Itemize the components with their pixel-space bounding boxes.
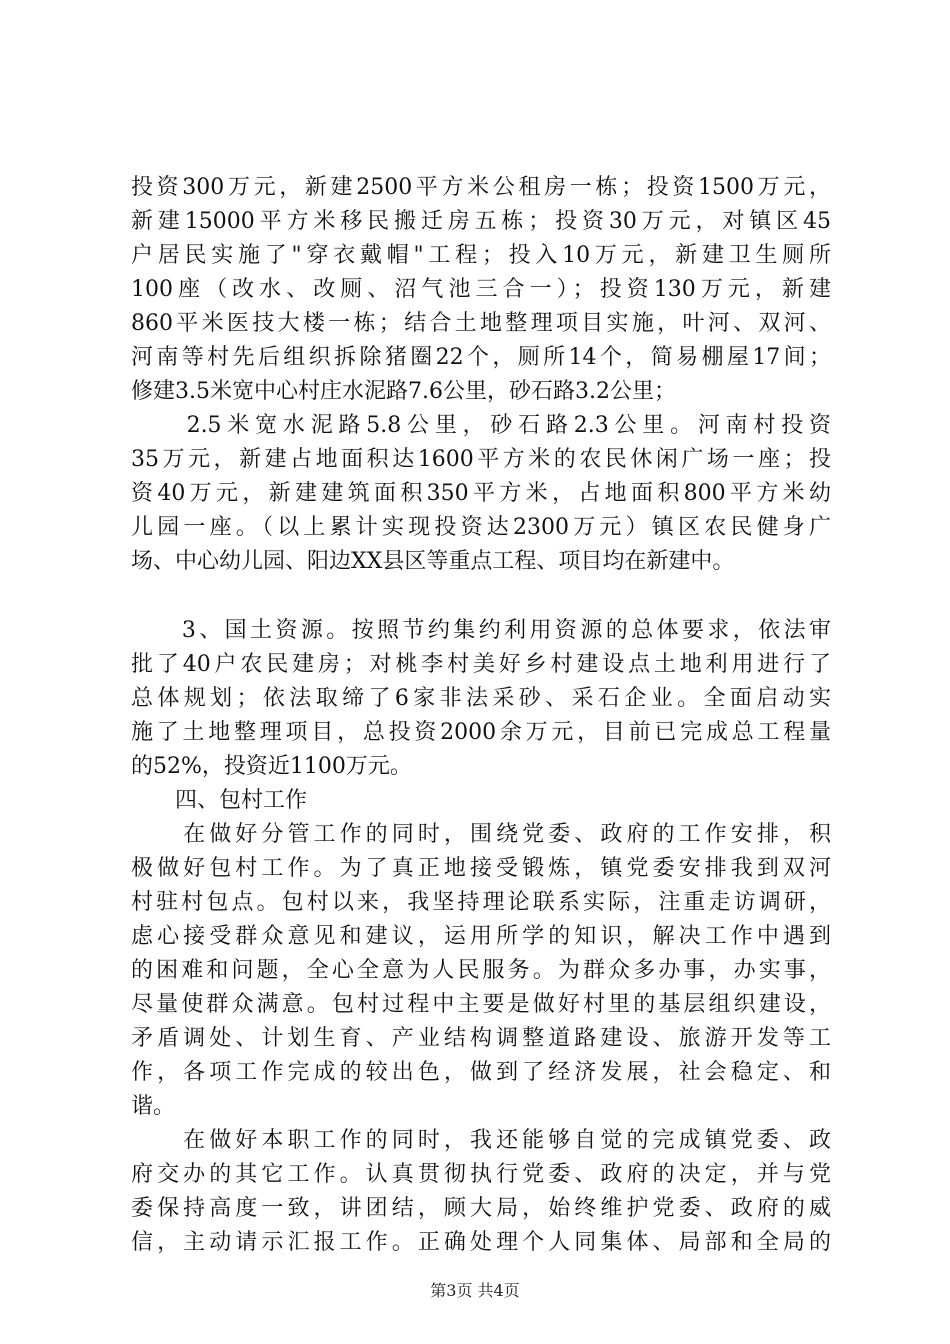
text-line: 虑心接受群众意见和建议，运用所学的知识，解决工作中遇到 <box>131 924 831 949</box>
text-line: 村驻村包点。包村以来，我坚持理论联系实际，注重走访调研， <box>131 890 831 915</box>
text-line: 批了40户农民建房；对桃李村美好乡村建设点土地利用进行了 <box>131 652 831 677</box>
text-line: 3、国土资源。按照节约集约利用资源的总体要求，依法审 <box>131 618 831 643</box>
text-line: 35万元，新建占地面积达1600平方米的农民休闲广场一座；投 <box>131 447 831 472</box>
text-line: 儿园一座。（以上累计实现投资达2300万元）镇区农民健身广 <box>131 515 831 540</box>
text-line: 尽量使群众满意。包村过程中主要是做好村里的基层组织建设， <box>131 992 831 1017</box>
text-line: 新建15000平方米移民搬迁房五栋；投资30万元，对镇区45 <box>131 209 831 234</box>
text-line: 府交办的其它工作。认真贯彻执行党委、政府的决定，并与党 <box>131 1162 831 1187</box>
text-line: 投资300万元，新建2500平方米公租房一栋；投资1500万元， <box>131 175 831 200</box>
text-line: 资40万元，新建建筑面积350平方米，占地面积800平方米幼 <box>131 481 831 506</box>
text-line: 河南等村先后组织拆除猪圈22个，厕所14个，简易棚屋17间； <box>131 345 831 370</box>
text-line: 860平米医技大楼一栋；结合土地整理项目实施，叶河、双河、 <box>131 311 831 336</box>
text-line: 修建3.5米宽中心村庄水泥路7.6公里，砂石路3.2公里； <box>131 379 676 404</box>
text-line: 在做好本职工作的同时，我还能够自觉的完成镇党委、政 <box>131 1128 831 1153</box>
text-line: 谐。 <box>131 1094 176 1119</box>
text-line: 场、中心幼儿园、阳边XX县区等重点工程、项目均在新建中。 <box>131 549 735 574</box>
text-line: 委保持高度一致，讲团结，顾大局，始终维护党委、政府的威 <box>131 1196 831 1221</box>
text-line: 户居民实施了"穿衣戴帽"工程；投入10万元，新建卫生厕所 <box>131 243 831 268</box>
text-line: 作，各项工作完成的较出色，做到了经济发展，社会稳定、和 <box>131 1060 831 1085</box>
section-heading: 四、包村工作 <box>131 788 308 813</box>
text-line: 总体规划；依法取缔了6家非法采砂、采石企业。全面启动实 <box>131 686 831 711</box>
text-line: 的困难和问题，全心全意为人民服务。为群众多办事，办实事， <box>131 958 831 983</box>
text-line: 2.5米宽水泥路5.8公里，砂石路2.3公里。河南村投资 <box>131 413 831 438</box>
text-line: 100座（改水、改厕、沼气池三合一）；投资130万元，新建 <box>131 277 831 302</box>
text-line: 信，主动请示汇报工作。正确处理个人同集体、局部和全局的 <box>131 1230 831 1255</box>
text-line: 的52%，投资近1100万元。 <box>131 754 412 779</box>
text-line: 在做好分管工作的同时，围绕党委、政府的工作安排，积 <box>131 822 831 847</box>
page-footer: 第3页 共4页 <box>430 1281 520 1300</box>
text-line: 极做好包村工作。为了真正地接受锻炼，镇党委安排我到双河 <box>131 856 831 881</box>
text-line: 矛盾调处、计划生育、产业结构调整道路建设、旅游开发等工 <box>131 1026 831 1051</box>
text-line: 施了土地整理项目，总投资2000余万元，目前已完成总工程量 <box>131 720 831 745</box>
